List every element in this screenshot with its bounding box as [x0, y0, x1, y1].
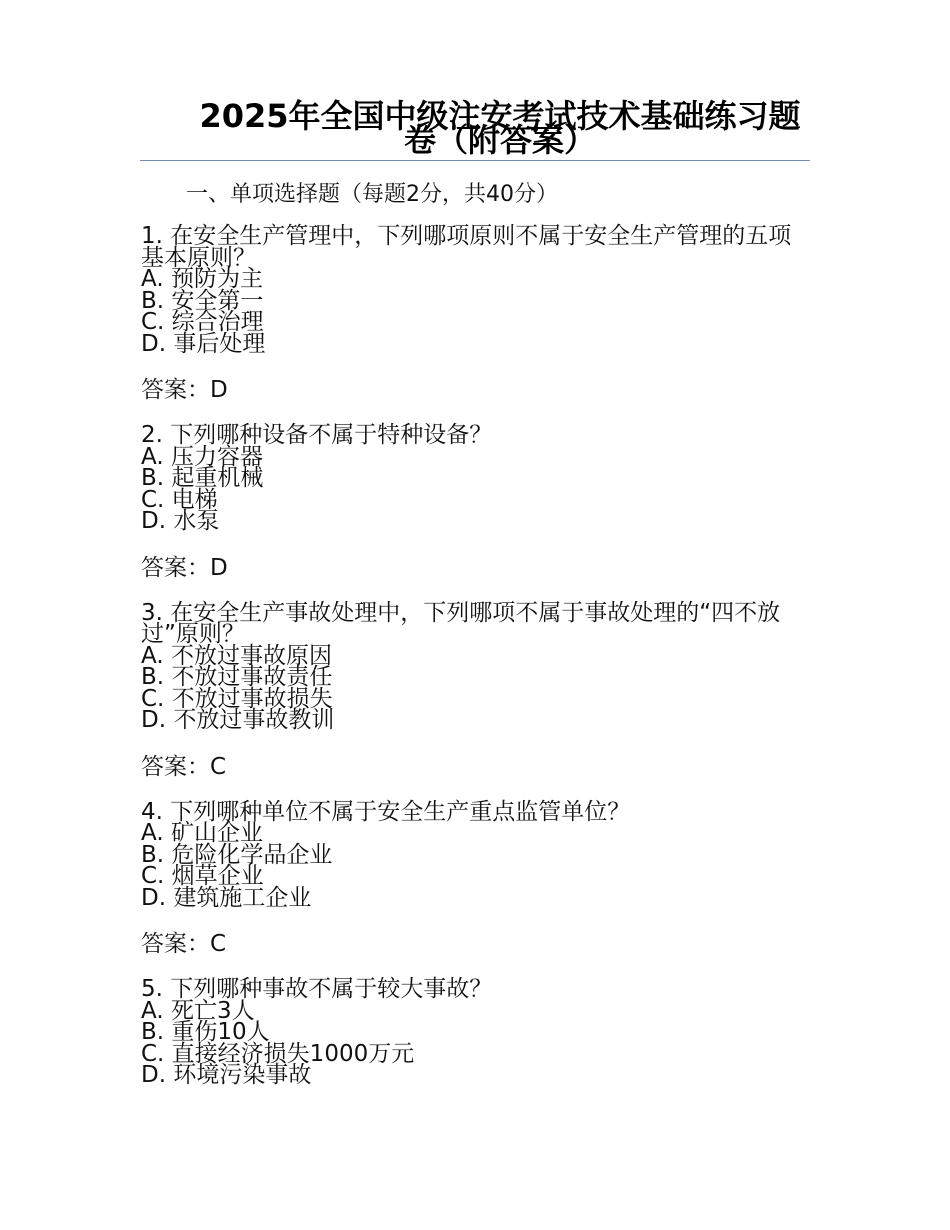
question-list	[141, 223, 821, 1088]
section-heading: 一、单项选择题（每题2分，共40分）	[186, 182, 558, 207]
question-stem: 5. 下列哪种事故不属于较大事故？	[141, 976, 493, 1002]
option-d: D. 不放过事故教训	[141, 707, 335, 733]
option-a: A. 预防为主	[141, 266, 263, 292]
option-a: A. 压力容器	[141, 443, 263, 470]
option-b: B. 危险化学品企业	[141, 841, 333, 868]
option-b: B. 重伤10人	[141, 1019, 270, 1045]
option-a: A. 不放过事故原因	[141, 642, 332, 669]
option-a: A. 死亡3人	[141, 997, 255, 1024]
question-stem: 1. 在安全生产管理中，下列哪项原则不属于安全生产管理的五项基本原则？	[141, 223, 792, 271]
option-b: B. 安全第一	[141, 287, 264, 314]
answer-text: 答案：D	[141, 377, 228, 403]
option-d: D. 水泵	[141, 508, 220, 534]
option-c: C. 电梯	[141, 486, 218, 513]
option-a: A. 矿山企业	[141, 820, 263, 846]
question-1	[141, 223, 821, 403]
option-d: D. 环境污染事故	[141, 1062, 312, 1088]
option-b: B. 不放过事故责任	[141, 664, 333, 690]
question-3	[141, 599, 821, 780]
answer-text: 答案：D	[141, 554, 228, 581]
option-b: B. 起重机械	[141, 465, 264, 491]
title-divider	[140, 160, 810, 161]
option-d: D. 事后处理	[141, 330, 266, 357]
option-c: C. 综合治理	[141, 309, 264, 335]
answer-text: 答案：C	[141, 753, 227, 780]
document-title: 2025年全国中级注安考试技术基础练习题卷（附答案）	[199, 97, 801, 159]
question-stem: 4. 下列哪种单位不属于安全生产重点监管单位？	[141, 798, 631, 825]
question-stem: 2. 下列哪种设备不属于特种设备？	[141, 422, 493, 448]
question-stem: 3. 在安全生产事故处理中，下列哪项不属于事故处理的“四不放过”原则？	[141, 599, 781, 647]
option-c: C. 不放过事故损失	[141, 685, 333, 712]
answer-text: 答案：C	[141, 931, 227, 957]
question-5	[141, 976, 821, 1088]
option-c: C. 直接经济损失1000万元	[141, 1040, 415, 1067]
option-c: C. 烟草企业	[141, 863, 264, 889]
question-2	[141, 422, 821, 581]
question-4	[141, 798, 821, 958]
option-d: D. 建筑施工企业	[141, 884, 312, 911]
